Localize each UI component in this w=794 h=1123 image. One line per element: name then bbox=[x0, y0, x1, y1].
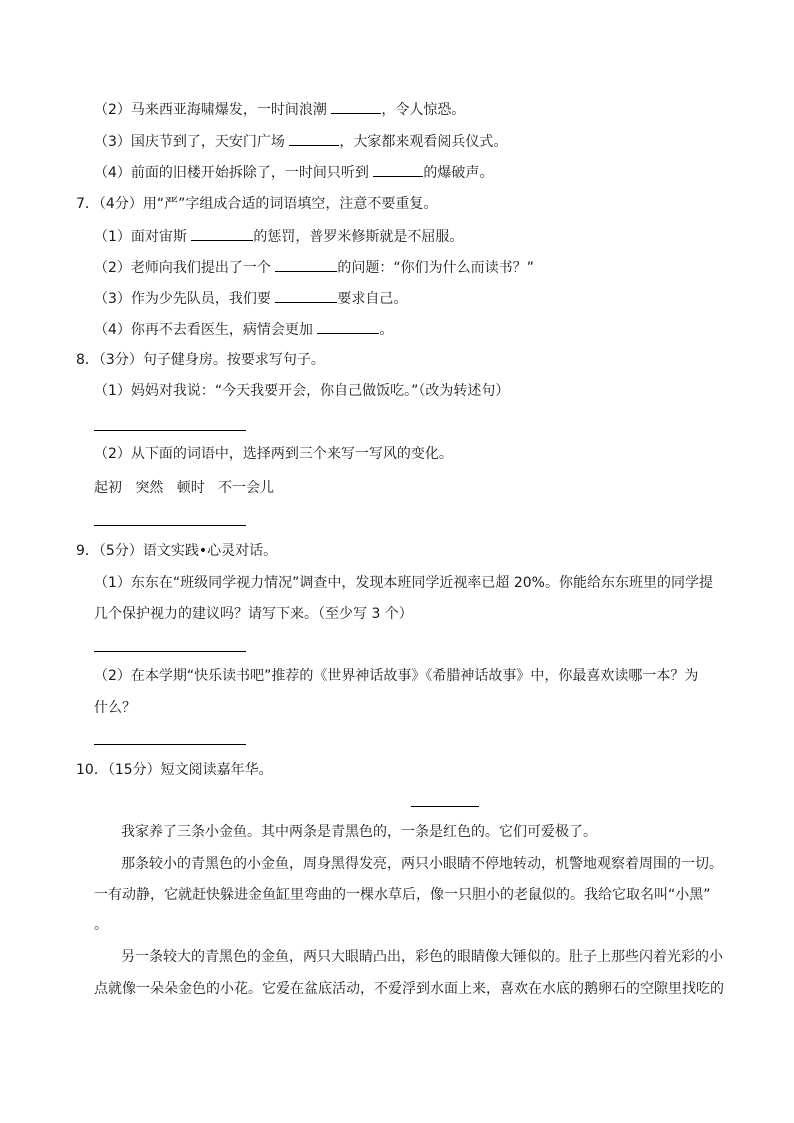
q7-s1-blank[interactable] bbox=[191, 226, 253, 241]
q7-sentence-4 bbox=[94, 319, 393, 340]
q7-s4-text-after: 。 bbox=[379, 322, 394, 338]
q7-sentence-1 bbox=[94, 226, 463, 247]
q9-s2-answer-line[interactable] bbox=[94, 744, 246, 745]
q6-s4-text-after: 的爆破声。 bbox=[423, 165, 494, 181]
q9-s1-line-2: 几个保护视力的建议吗？请写下来。（至少写 3 个） bbox=[94, 606, 413, 622]
q7-header: 7．（4分）用“严”字组成合适的词语填空，注意不要重复。 bbox=[76, 196, 438, 212]
q8-header: 8．（3分）句子健身房。按要求写句子。 bbox=[76, 352, 325, 368]
q8-word-list: 起初 突然 顿时 不一会儿 bbox=[94, 480, 275, 496]
q6-s3-text: （3）国庆节到了，天安门广场 bbox=[94, 134, 290, 150]
q7-sentence-2 bbox=[94, 257, 534, 278]
q6-sentence-4 bbox=[94, 162, 493, 183]
q7-s1-text: （1）面对宙斯 bbox=[94, 229, 192, 245]
q10-paragraph-2-line-2: 一有动静，它就赶快躲进金鱼缸里弯曲的一棵水草后，像一只胆小的老鼠似的。我给它取名叫“小黑” bbox=[94, 887, 711, 903]
q7-s2-blank[interactable] bbox=[275, 257, 337, 272]
q10-paragraph-2-line-1: 那条较小的青黑色的小金鱼，周身黑得发亮，两只小眼睛不停地转动，机警地观察着周围的一切。 bbox=[121, 856, 723, 872]
q10-paragraph-2-line-3: 。 bbox=[94, 917, 108, 933]
q9-header: 9．（5分）语文实践•心灵对话。 bbox=[76, 543, 278, 559]
q6-sentence-3 bbox=[94, 131, 507, 152]
q8-s1-answer-line[interactable] bbox=[94, 430, 246, 431]
q7-s3-text: （3）作为少先队员，我们要 bbox=[94, 291, 276, 307]
q7-s2-text: （2）老师向我们提出了一个 bbox=[94, 260, 276, 276]
q9-s2-line-1: （2）在本学期“快乐读书吧”推荐的《世界神话故事》《希腊神话故事》中，你最喜欢读哪一本？为 bbox=[94, 668, 699, 684]
q8-sentence-1: （1）妈妈对我说：“今天我要开会，你自己做饭吃。”（改为转述句） bbox=[94, 383, 510, 399]
q6-s4-blank[interactable] bbox=[373, 162, 423, 177]
q7-s2-text-after: 的问题：“你们为什么而读书？” bbox=[337, 260, 534, 276]
q9-s2-line-2: 什么？ bbox=[94, 700, 136, 716]
q7-sentence-3 bbox=[94, 288, 407, 309]
q6-s2-text-after: ，令人惊恐。 bbox=[381, 102, 466, 118]
q9-s1-answer-line[interactable] bbox=[94, 651, 246, 652]
q6-s4-text: （4）前面的旧楼开始拆除了，一时间只听到 bbox=[94, 165, 374, 181]
q10-title-blank[interactable] bbox=[411, 806, 479, 807]
q10-paragraph-3-line-2: 点就像一朵朵金色的小花。它爱在盆底活动，不爱浮到水面上来，喜欢在水底的鹅卵石的空隙里找吃的 bbox=[94, 981, 724, 997]
q6-s3-text-after: ，大家都来观看阅兵仪式。 bbox=[339, 134, 508, 150]
q6-s3-blank[interactable] bbox=[289, 131, 339, 146]
q6-sentence-2 bbox=[94, 99, 465, 120]
q7-s3-text-after: 要求自己。 bbox=[337, 291, 408, 307]
q8-sentence-2: （2）从下面的词语中，选择两到三个来写一写风的变化。 bbox=[94, 446, 453, 462]
q6-s2-blank[interactable] bbox=[331, 99, 381, 114]
q6-s2-text: （2）马来西亚海啸爆发，一时间浪潮 bbox=[94, 102, 332, 118]
q7-s1-text-after: 的惩罚，普罗米修斯就是不屈服。 bbox=[253, 229, 464, 245]
q7-s4-text: （4）你再不去看医生，病情会更加 bbox=[94, 322, 318, 338]
q9-s1-line-1: （1）东东在“班级同学视力情况”调查中，发现本班同学近视率已超 20%。你能给东东班里的同学提 bbox=[94, 575, 713, 591]
q10-header: 10．（15分）短文阅读嘉年华。 bbox=[76, 762, 273, 778]
q7-s4-blank[interactable] bbox=[317, 319, 379, 334]
q7-s3-blank[interactable] bbox=[275, 288, 337, 303]
q10-paragraph-1: 我家养了三条小金鱼。其中两条是青黑色的，一条是红色的。它们可爱极了。 bbox=[121, 824, 597, 840]
q10-paragraph-3-line-1: 另一条较大的青黑色的金鱼，两只大眼睛凸出，彩色的眼睛像大锤似的。肚子上那些闪着光彩的小 bbox=[121, 949, 723, 965]
q8-s2-answer-line[interactable] bbox=[94, 525, 246, 526]
